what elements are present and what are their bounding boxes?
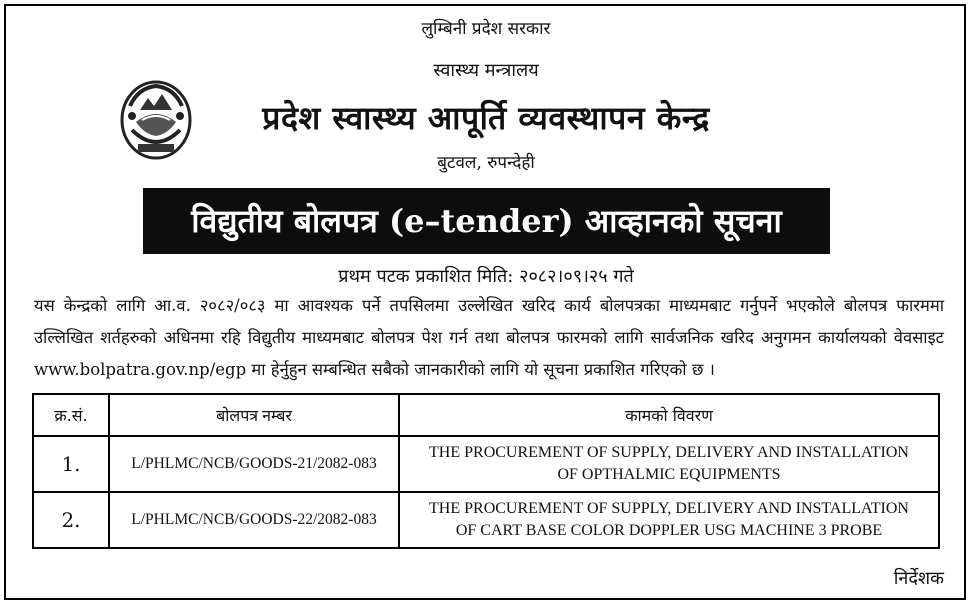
row-bid-number: L/PHLMC/NCB/GOODS-22/2082-083 [109, 492, 399, 548]
description-line: THE PROCUREMENT OF SUPPLY, DELIVERY AND INSTALLATION [429, 444, 909, 461]
publish-date: प्रथम पटक प्रकाशित मिति: २०८२।०९।२५ गते [338, 266, 634, 287]
row-description [399, 436, 939, 492]
row-bid-number: L/PHLMC/NCB/GOODS-21/2082-083 [109, 436, 399, 492]
description-line: OF CART BASE COLOR DOPPLER USG MACHINE 3 PROBE [455, 522, 883, 539]
notice-body: यस केन्द्रको लागि आ.व. २०८२/०८३ मा आवश्यक पर्ने तपसिलमा उल्लेखित खरिद कार्य बोलपत्रका माध्यमबाट गर्नुपर्ने भएकोले बोलपत्र फारममा उल्लिखित शर्तहरुको अधिनमा रहि विद्युतीय माध्यमबाट बोलपत्र पेश गर्न तथा बोलपत्र फारमको लागि सार्वजनिक खरिद अनुगमन कार्यालयको वेवसाइट www.bolpatra.gov.np/egp मा हेर्नुहुन सम्बन्धित सबैको जानकारीको लागि यो सूचना प्रकाशित गरिएको छ । [34, 296, 944, 379]
description-line: THE PROCUREMENT OF SUPPLY, DELIVERY AND INSTALLATION [429, 500, 909, 517]
table-row [33, 492, 939, 548]
row-description [399, 492, 939, 548]
signatory-title: निर्देशक [893, 568, 944, 589]
row-serial: 2. [33, 492, 109, 548]
header-serial: क्र.सं. [33, 394, 109, 436]
description-line: OF OPTHALMIC EQUIPMENTS [557, 466, 781, 483]
table-row [33, 436, 939, 492]
table-header-row [33, 394, 939, 436]
office-name: प्रदेश स्वास्थ्य आपूर्ति व्यवस्थापन केन्द्र [262, 99, 710, 137]
ministry-name: स्वास्थ्य मन्त्रालय [433, 60, 539, 81]
notice-title-banner: विद्युतीय बोलपत्र (e–tender) आव्हानको सूचना [143, 188, 830, 254]
header-bid-number: बोलपत्र नम्बर [109, 394, 399, 436]
header-description: कामको विवरण [399, 394, 939, 436]
office-location: बुटवल, रुपन्देही [437, 153, 535, 173]
government-name: लुम्बिनी प्रदेश सरकार [421, 19, 551, 39]
tender-table [32, 393, 940, 549]
row-serial: 1. [33, 436, 109, 492]
